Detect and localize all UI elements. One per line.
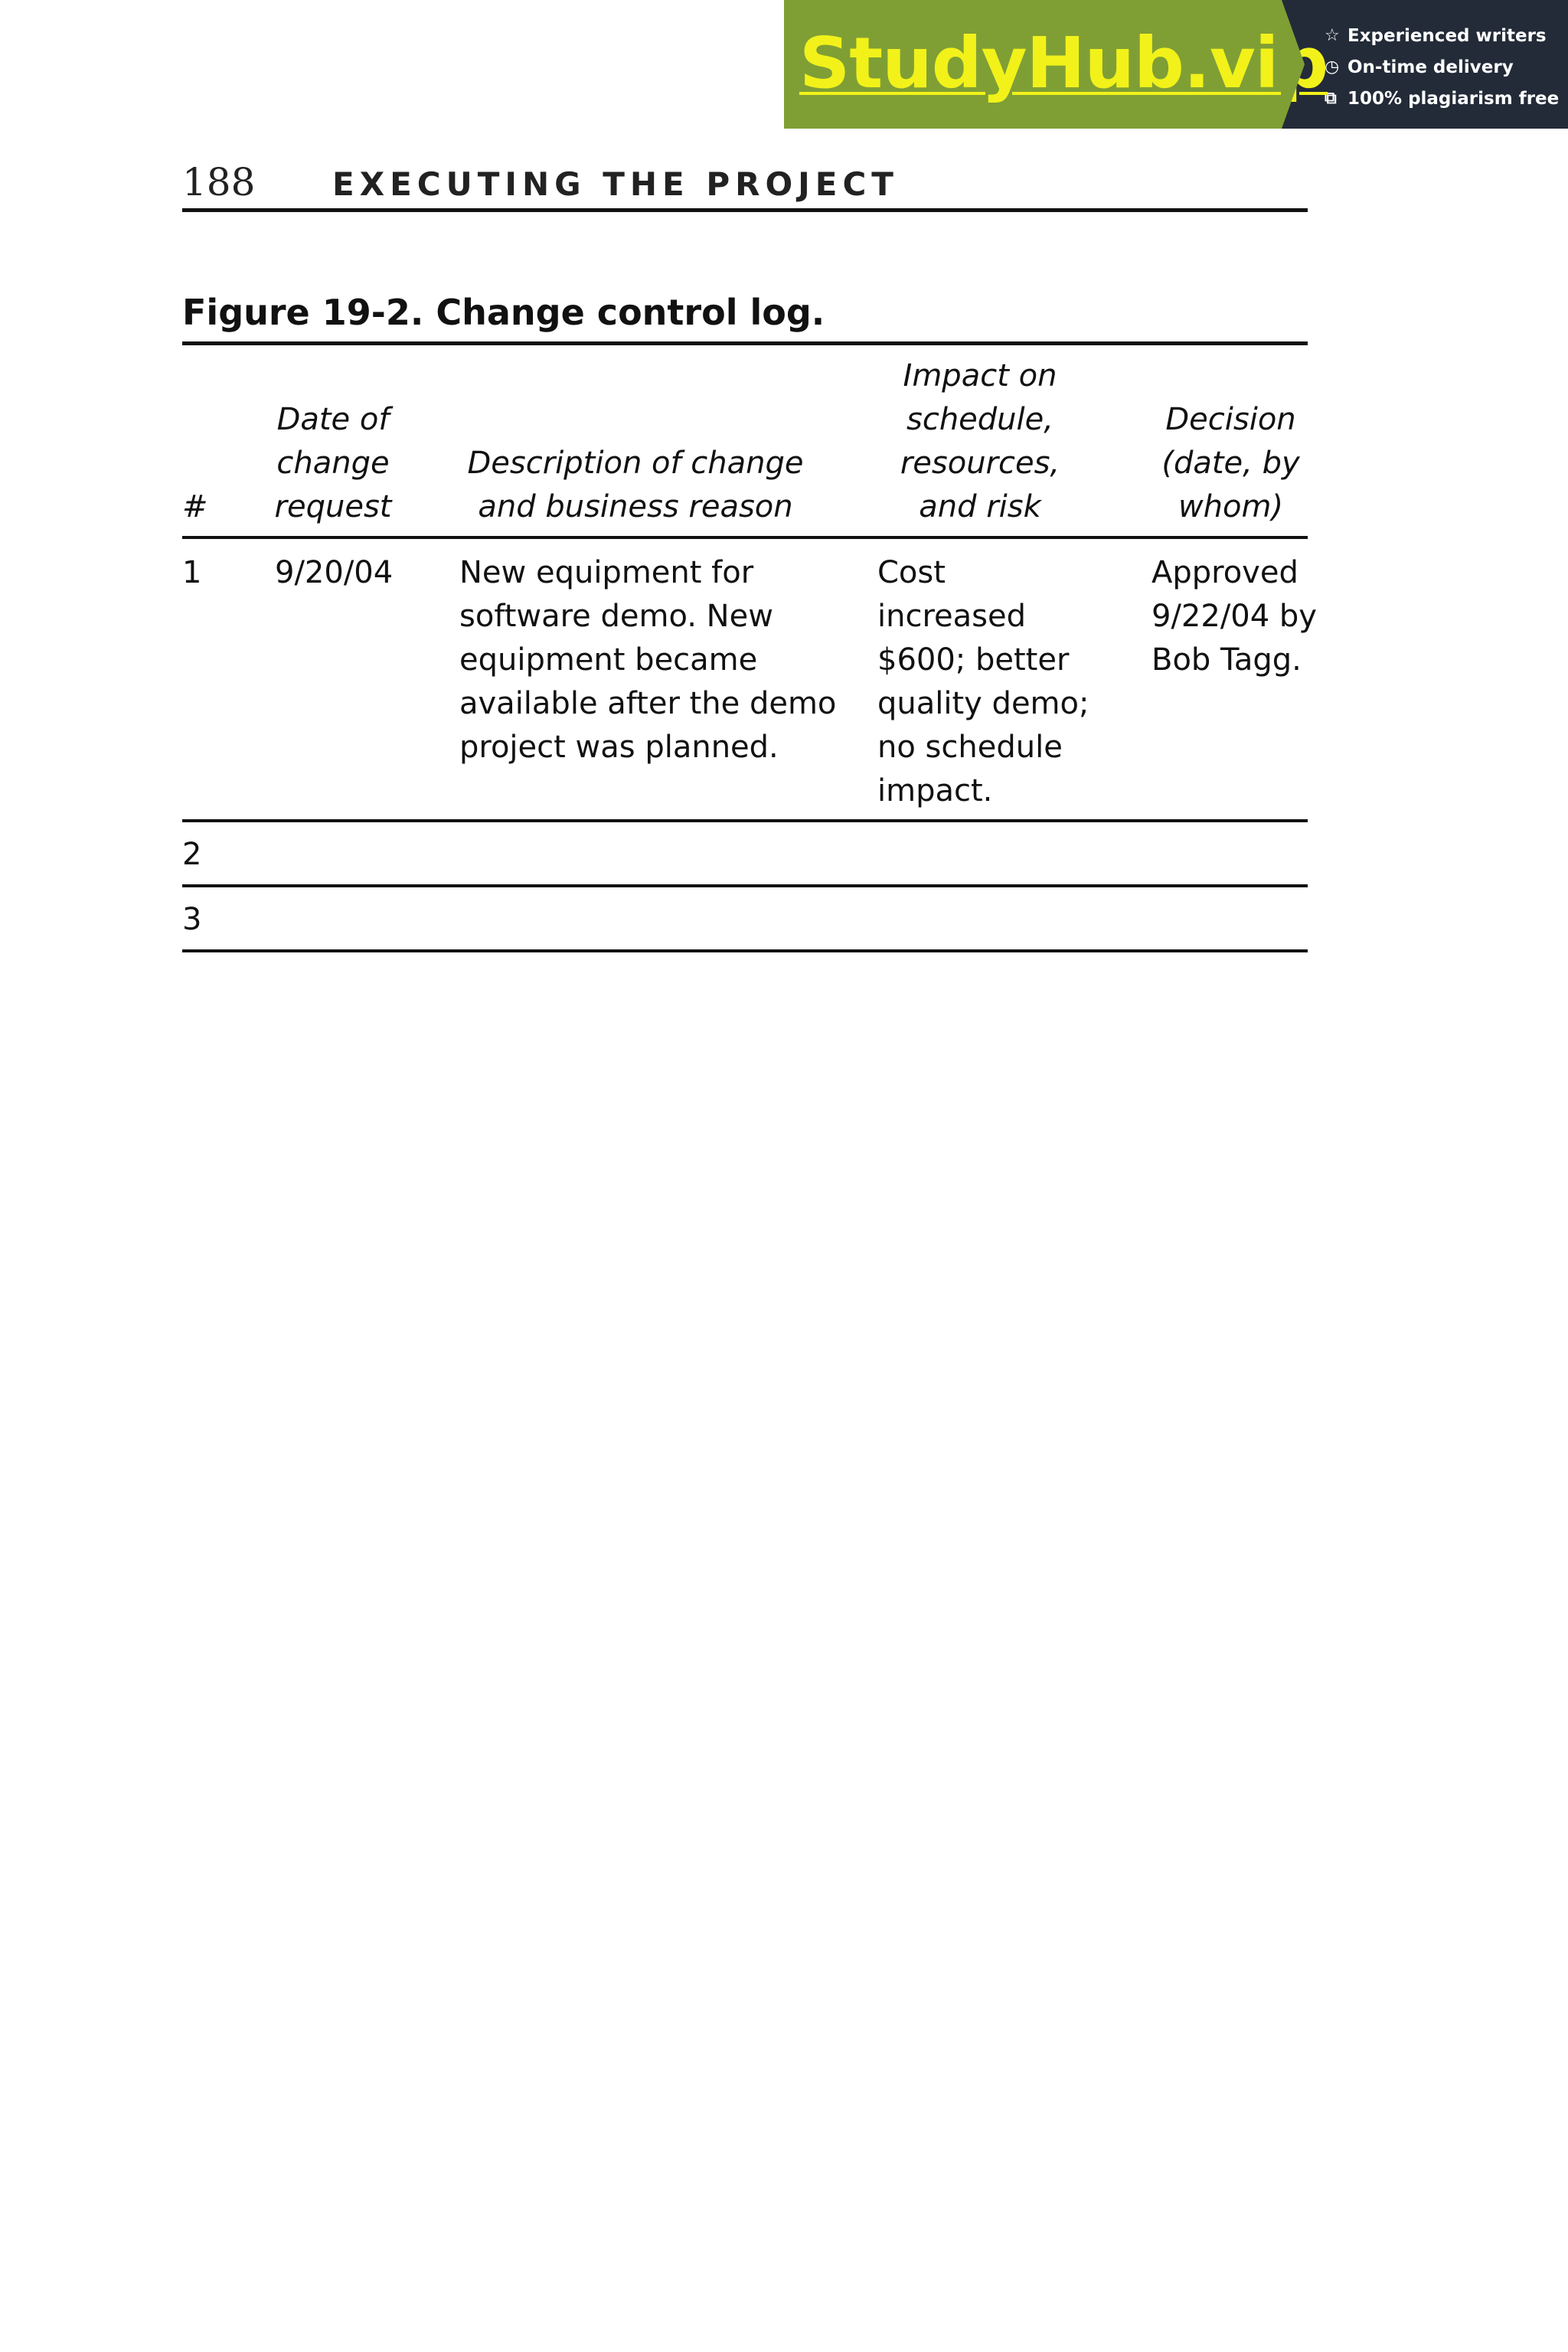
row2-number: 2: [182, 837, 202, 872]
table-bottom-rule: [182, 949, 1308, 952]
feature-label: 100% plagiarism free: [1348, 88, 1560, 109]
row2-bottom-rule: [182, 884, 1308, 887]
feature-experienced-writers: [1325, 20, 1568, 51]
feature-plagiarism-free: [1325, 83, 1568, 114]
header-decision: Decision (date, by whom): [1161, 402, 1300, 524]
header-description: Description of change and business reason: [467, 446, 804, 524]
clock-icon: ◷: [1325, 57, 1340, 77]
brand-panel[interactable]: [784, 0, 1328, 129]
copy-icon: ⧉: [1325, 89, 1337, 108]
star-icon: ☆: [1325, 26, 1340, 45]
figure-caption: Figure 19-2. Change control log.: [182, 292, 825, 333]
row1-impact: Cost increased $600; better quality demo; no schedule impact.: [877, 555, 1089, 808]
header-impact: Impact on schedule, resources, and risk: [900, 358, 1060, 524]
header-bottom-rule: [182, 536, 1308, 539]
promo-banner[interactable]: [784, 0, 1568, 129]
running-head: EXECUTING THE PROJECT: [332, 165, 899, 203]
header-date: Date of change request: [274, 402, 392, 524]
feature-label: Experienced writers: [1348, 25, 1547, 46]
row1-date: 9/20/04: [275, 555, 394, 590]
row1-bottom-rule: [182, 819, 1308, 822]
header-rule: [182, 208, 1308, 212]
row1-decision: Approved 9/22/04 by Bob Tagg.: [1152, 555, 1317, 678]
page-number: 188: [182, 160, 256, 204]
table-top-rule: [182, 341, 1308, 345]
feature-label: On-time delivery: [1348, 57, 1514, 77]
row3-number: 3: [182, 902, 202, 937]
row1-description: New equipment for software demo. New equipment became available after the demo project was planned.: [459, 555, 837, 765]
feature-on-time-delivery: [1325, 51, 1568, 83]
brand-logo[interactable]: StudyHub.vip: [799, 22, 1328, 104]
header-number: #: [182, 489, 208, 524]
row1-number: 1: [182, 555, 202, 590]
